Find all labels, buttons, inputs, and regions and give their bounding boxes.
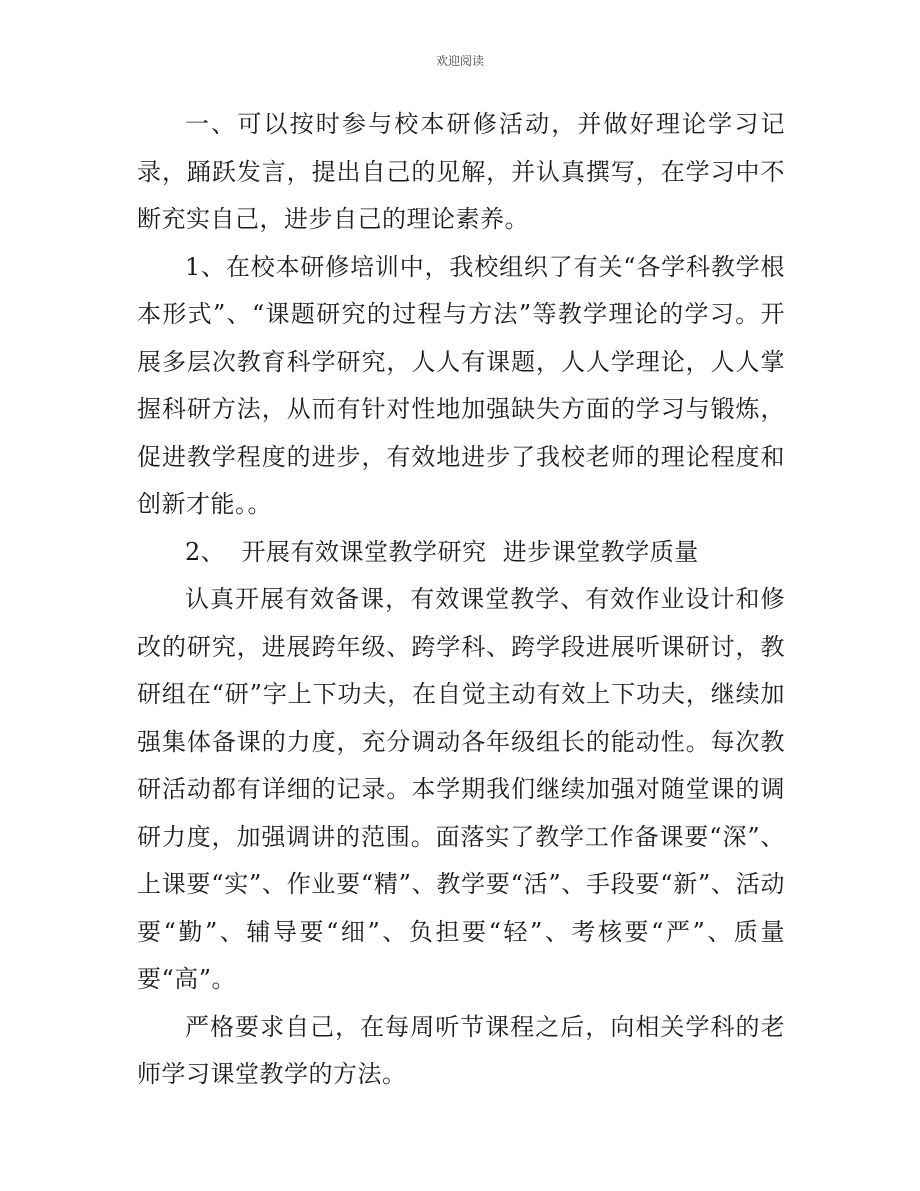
page-header: 欢迎阅读 bbox=[435, 54, 484, 68]
paragraph-school-training: 1、在校本研修培训中，我校组织了有关“各学科教学根本形式”、“课题研究的过程与方法”等教学理论的学习。开展多层次教育科学研究，人人有课题，人人学理论，人人掌握科研方法，从而有针对性地加强缺失方面的学习与锻炼，促进教学程度的进步，有效地进步了我校老师的理论程度和创新才能。。 bbox=[137, 252, 785, 518]
paragraph-effective-teaching-heading: 2、 开展有效课堂教学研究 进步课堂教学质量 bbox=[185, 537, 699, 566]
paragraph-theory-study: 一、可以按时参与校本研修活动，并做好理论学习记录，踊跃发言，提出自己的见解，并认真撰写，在学习中不断充实自己，进步自己的理论素养。 bbox=[137, 110, 785, 233]
document-body bbox=[137, 101, 785, 1099]
paragraph-effective-lesson-prep: 认真开展有效备课，有效课堂教学、有效作业设计和修改的研究，进展跨年级、跨学科、跨学段进展听课研讨，教研组在“研”字上下功夫，在自觉主动有效上下功夫，继续加强集体备课的力度，充分调动各年级组长的能动性。每次教研活动都有详细的记录。本学期我们继续加强对随堂课的调研力度，加强调讲的范围。面落实了教学工作备课要“深”、上课要“实”、作业要“精”、教学要“活”、手段要“新”、活动要“勤”、辅导要“细”、负担要“轻”、考核要“严”、质量要“高”。 bbox=[137, 585, 785, 993]
paragraph-self-requirements: 严格要求自己，在每周听节课程之后，向相关学科的老师学习课堂教学的方法。 bbox=[137, 1012, 785, 1088]
